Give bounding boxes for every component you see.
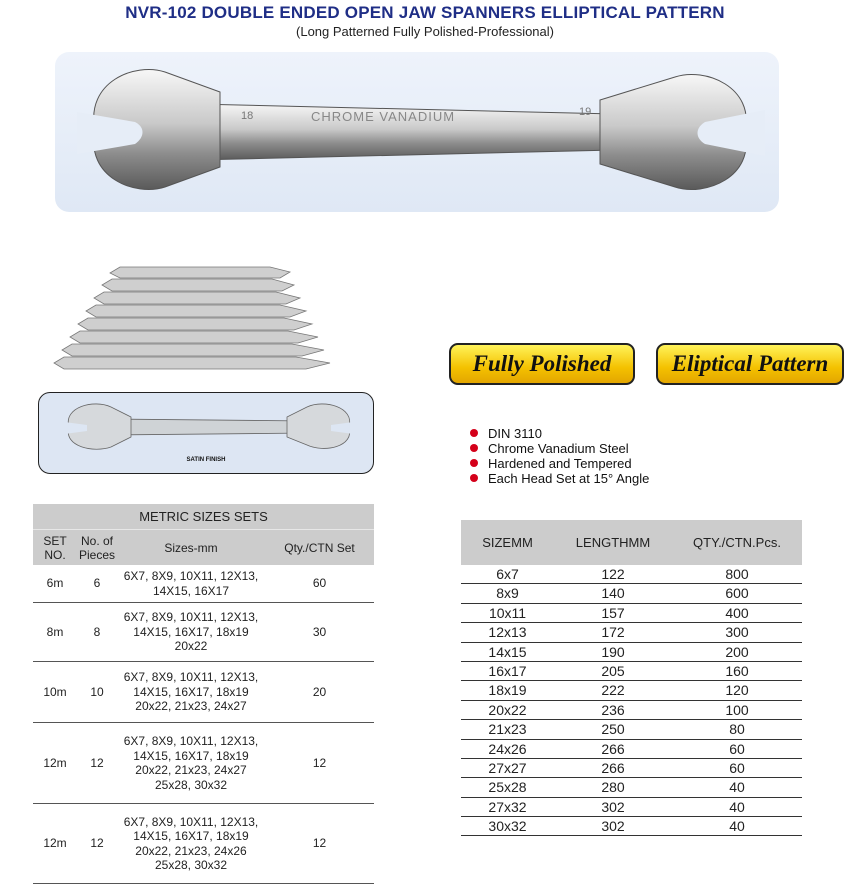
cell-length: 266 <box>601 740 625 757</box>
cell-qty: 20 <box>312 684 327 699</box>
cell-qty-ctn: 40 <box>729 779 745 796</box>
cell-size: 27x32 <box>488 798 527 815</box>
page-title: NVR-102 DOUBLE ENDED OPEN JAW SPANNERS ELLIPTICAL PATTERN <box>125 3 725 22</box>
cell-qty-ctn: 40 <box>729 798 745 815</box>
cell-size: 16x17 <box>488 662 527 679</box>
header-length-text: LENGTH <box>575 534 629 550</box>
page-subtitle: (Long Patterned Fully Polished-Professional) <box>296 24 554 39</box>
cell-length: 157 <box>601 604 625 621</box>
cell-length: 280 <box>601 779 625 796</box>
header-qty: Qty./CTN Set <box>284 540 355 555</box>
size-table-body <box>461 565 802 836</box>
cell-pieces: 12 <box>90 755 104 770</box>
spanner-set-image <box>50 262 340 382</box>
cell-size: 8x9 <box>496 585 519 602</box>
cell-size: 30x32 <box>488 818 527 835</box>
sizes-line: 20x22 <box>174 639 208 654</box>
cell-sizes <box>117 804 265 883</box>
feature-list <box>470 426 649 486</box>
metric-table-body <box>33 565 374 884</box>
cell-length: 190 <box>601 643 625 660</box>
cell-size: 27x27 <box>488 759 527 776</box>
header-length <box>554 520 672 565</box>
table-row <box>461 604 802 623</box>
size-length-table <box>461 520 802 836</box>
cell-set-no: 8m <box>46 624 64 639</box>
feature-item: DIN 3110 <box>470 426 649 441</box>
cell-qty-ctn: 200 <box>725 643 749 660</box>
sizes-line: 14X15, 16X17, 18x19 <box>133 748 249 763</box>
sizes-line: 14X15, 16X17, 18x19 <box>133 684 249 699</box>
cell-size: 18x19 <box>488 682 527 699</box>
header-sizes: Sizes-mm <box>164 540 218 555</box>
cell-pieces: 6 <box>93 576 101 591</box>
feature-item: Each Head Set at 15° Angle <box>470 471 649 486</box>
satin-finish-panel <box>38 392 374 474</box>
cell-length: 250 <box>601 721 625 738</box>
feature-item: Hardened and Tempered <box>470 456 649 471</box>
cell-length: 302 <box>601 798 625 815</box>
sizes-line: 20x22, 21x23, 24x27 <box>135 699 247 714</box>
table-row <box>461 720 802 739</box>
table-row <box>461 778 802 797</box>
cell-sizes <box>117 662 265 722</box>
sizes-line: 20x22, 21x23, 24x26 <box>135 843 247 858</box>
cell-length: 172 <box>601 624 625 641</box>
cell-set-no: 10m <box>43 684 67 699</box>
sizes-line: 6X7, 8X9, 10X11, 12X13, <box>123 814 259 829</box>
table-row <box>461 759 802 778</box>
cell-set-no: 12m <box>43 836 67 851</box>
metric-table-header <box>33 529 374 565</box>
cell-qty: 12 <box>312 755 327 770</box>
cell-pieces: 10 <box>90 684 104 699</box>
cell-qty-ctn: 600 <box>725 585 749 602</box>
cell-length: 222 <box>601 682 625 699</box>
hero-spanner-image <box>55 52 779 212</box>
cell-qty: 12 <box>312 836 327 851</box>
sizes-line: 6X7, 8X9, 10X11, 12X13, <box>123 734 259 748</box>
header-qty-text: QTY./CTN. <box>693 534 756 550</box>
sizes-line: 20x22, 21x23, 24x27 <box>135 763 247 777</box>
table-row <box>461 817 802 836</box>
hero-right-size: 19 <box>579 106 592 118</box>
metric-table-title: METRIC SIZES SETS <box>33 504 374 529</box>
sizes-line: 25x28, 30x32 <box>154 777 228 792</box>
header-size <box>461 520 554 565</box>
cell-qty-ctn: 800 <box>725 566 749 582</box>
header-qty-unit: Pcs. <box>755 534 781 550</box>
table-row <box>461 565 802 584</box>
cell-sizes <box>117 603 265 661</box>
sizes-line: 14X15, 16X17 <box>152 583 230 598</box>
metric-sizes-table <box>33 504 374 884</box>
table-row <box>461 798 802 817</box>
cell-sizes <box>117 565 265 602</box>
sizes-line: 6X7, 8X9, 10X11, 12X13, <box>123 569 259 583</box>
cell-size: 6x7 <box>496 566 519 582</box>
sizes-line: 6X7, 8X9, 10X11, 12X13, <box>123 610 259 625</box>
table-row <box>461 681 802 700</box>
cell-size: 25x28 <box>488 779 527 796</box>
cell-length: 266 <box>601 759 625 776</box>
size-table-header <box>461 520 802 565</box>
header-set-no: SET NO. <box>43 533 67 562</box>
cell-set-no: 6m <box>46 576 64 591</box>
cell-length: 140 <box>601 585 625 602</box>
table-row <box>33 565 374 603</box>
cell-length: 302 <box>601 818 625 835</box>
sizes-line: 14X15, 16X17, 18x19 <box>133 829 249 843</box>
cell-size: 14x15 <box>488 643 527 660</box>
cell-qty-ctn: 40 <box>729 818 745 835</box>
header-length-unit: MM <box>628 534 651 550</box>
table-row <box>33 662 374 723</box>
cell-pieces: 8 <box>93 624 101 639</box>
cell-qty: 30 <box>312 624 327 639</box>
hero-left-size: 18 <box>241 110 254 122</box>
cell-qty-ctn: 60 <box>729 759 745 776</box>
spanner-illustration <box>55 52 779 212</box>
table-row <box>33 603 374 662</box>
cell-size: 21x23 <box>488 721 527 738</box>
satin-finish-label: SATIN FINISH <box>186 457 226 463</box>
cell-qty-ctn: 300 <box>725 624 749 641</box>
header-size-text: SIZE <box>482 534 512 550</box>
table-row <box>461 701 802 720</box>
cell-length: 205 <box>601 662 625 679</box>
cell-qty-ctn: 80 <box>729 721 745 738</box>
table-row <box>461 740 802 759</box>
cell-qty-ctn: 160 <box>725 662 749 679</box>
satin-spanner-icon <box>39 393 373 453</box>
cell-qty-ctn: 120 <box>725 682 749 699</box>
cell-pieces: 12 <box>90 836 104 851</box>
header-size-unit: MM <box>511 534 533 550</box>
cell-sizes <box>117 723 265 803</box>
table-row <box>33 804 374 884</box>
badge-fully-polished: Fully Polished <box>449 343 635 385</box>
table-row <box>461 623 802 642</box>
sizes-line: 25x28, 30x32 <box>154 858 228 872</box>
cell-size: 24x26 <box>488 740 527 757</box>
cell-set-no: 12m <box>43 755 67 770</box>
sizes-line: 6X7, 8X9, 10X11, 12X13, <box>123 670 259 685</box>
header-qty-ctn <box>672 520 802 565</box>
table-row <box>461 584 802 603</box>
sizes-line: 14X15, 16X17, 18x19 <box>133 624 249 639</box>
cell-length: 122 <box>601 566 625 582</box>
cell-qty: 60 <box>312 576 327 591</box>
badge-eliptical-pattern: Eliptical Pattern <box>656 343 844 385</box>
hero-brand-text: CHROME VANADIUM <box>311 109 456 124</box>
cell-size: 10x11 <box>488 604 527 621</box>
table-row <box>461 662 802 681</box>
cell-qty-ctn: 400 <box>725 604 749 621</box>
table-row <box>461 643 802 662</box>
feature-item: Chrome Vanadium Steel <box>470 441 649 456</box>
header-pieces: No. of Pieces <box>78 533 116 562</box>
table-row <box>33 723 374 804</box>
cell-length: 236 <box>601 701 625 718</box>
cell-qty-ctn: 60 <box>729 740 745 757</box>
cell-size: 20x22 <box>488 701 527 718</box>
cell-size: 12x13 <box>488 624 527 641</box>
cell-qty-ctn: 100 <box>725 701 749 718</box>
